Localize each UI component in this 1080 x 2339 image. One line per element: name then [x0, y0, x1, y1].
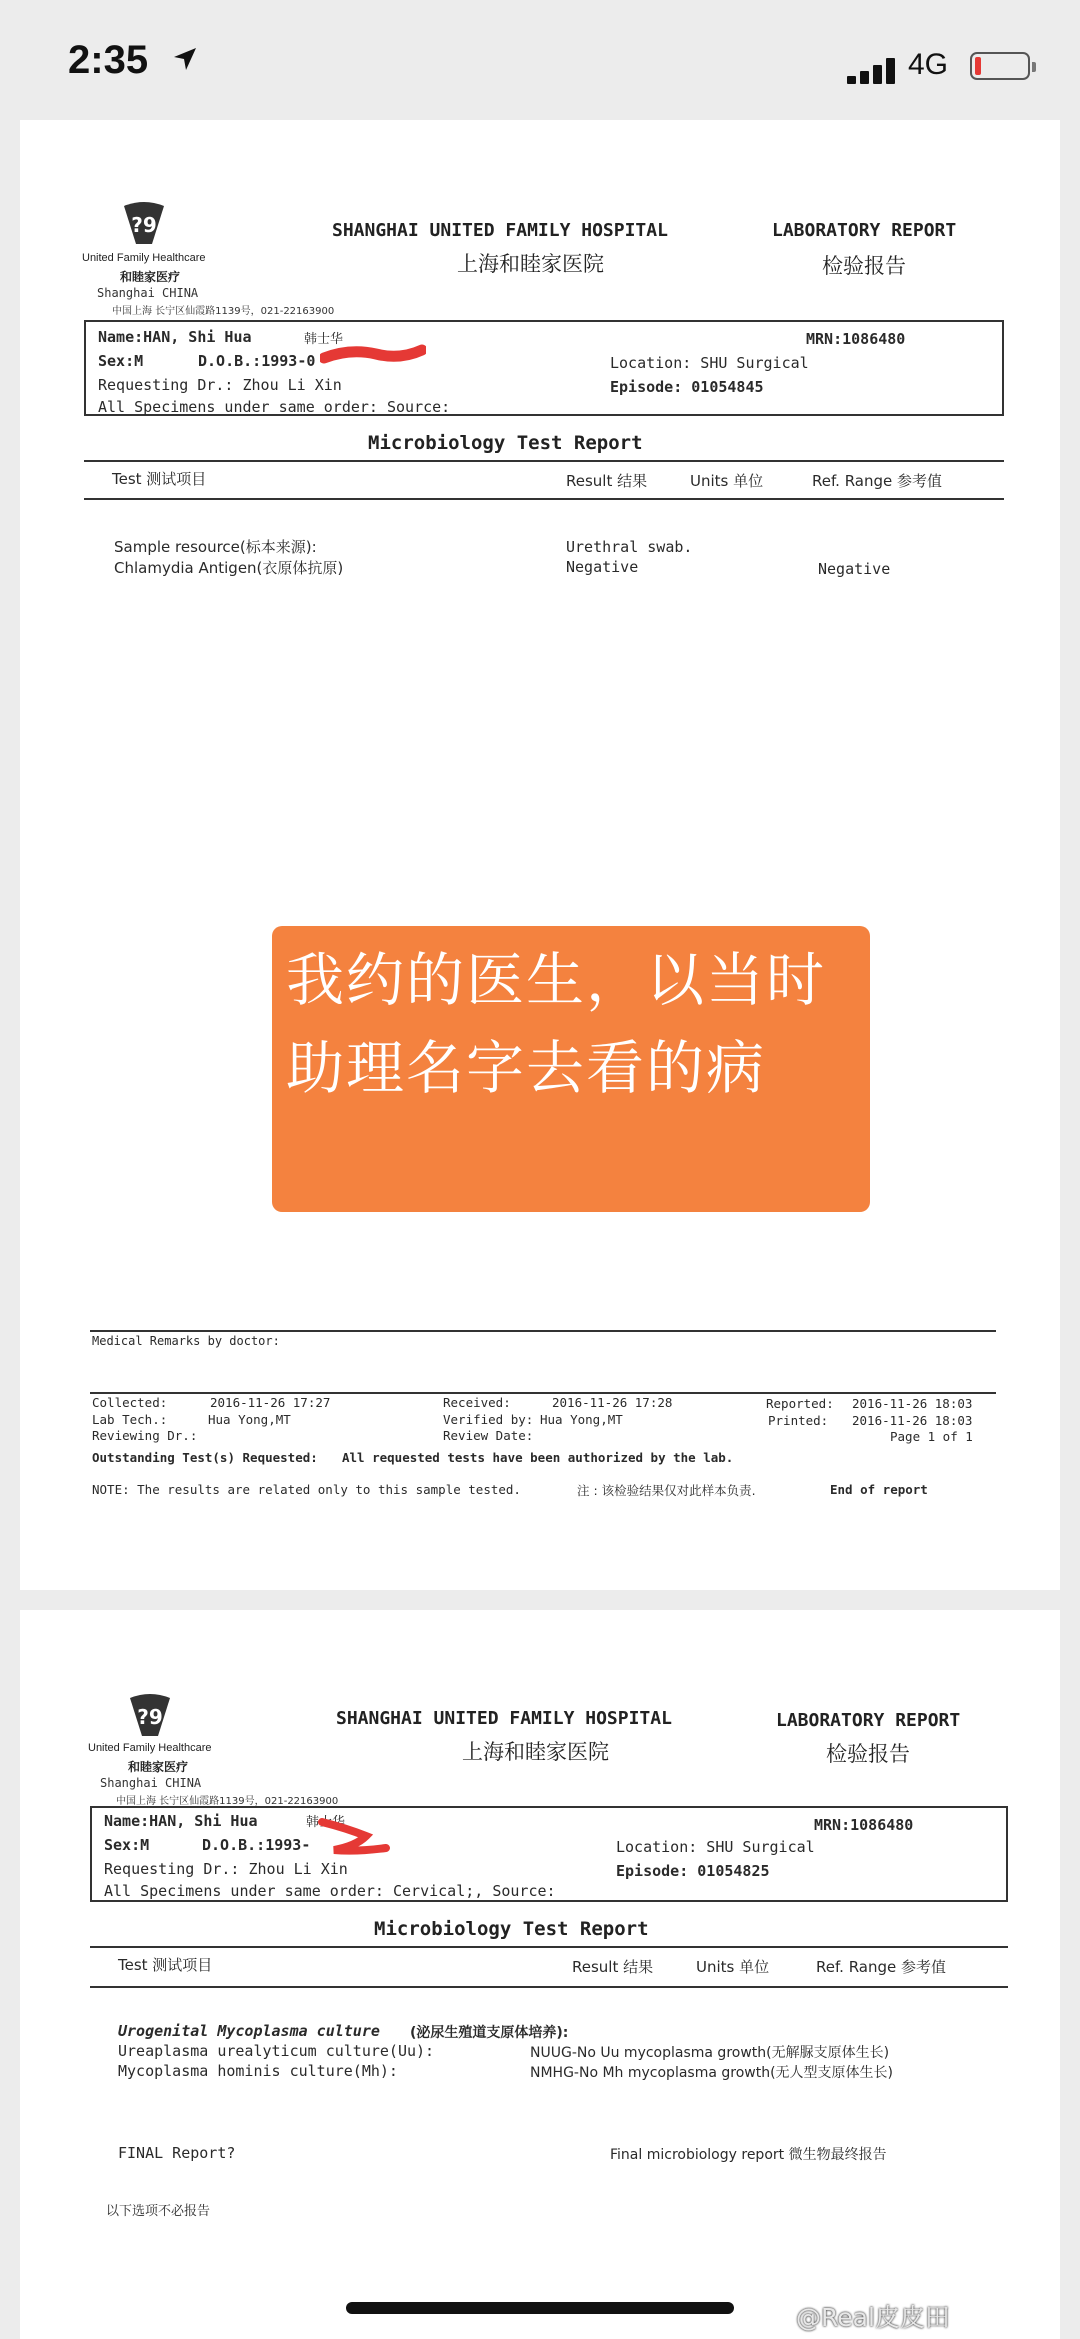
test-result: Negative	[566, 558, 639, 576]
received-value: 2016-11-26 17:28	[552, 1395, 673, 1410]
logo-city: Shanghai CHINA	[97, 286, 199, 300]
location: Location: SHU Surgical	[610, 354, 809, 372]
column-result: Result 结果	[566, 472, 648, 490]
overlay-caption	[272, 926, 870, 1212]
report-title-cn: 检验报告	[826, 1742, 910, 1766]
hospital-name-cn: 上海和睦家医院	[457, 252, 604, 276]
test-ref-range: Negative	[818, 560, 891, 578]
signal-icon	[847, 58, 897, 84]
outstanding-label: Outstanding Test(s) Requested:	[92, 1450, 318, 1465]
logo-name-en: United Family Healthcare	[82, 252, 206, 264]
divider	[90, 1330, 996, 1332]
printed-value: 2016-11-26 18:03	[852, 1413, 973, 1428]
outstanding-value: All requested tests have been authorized by the lab.	[342, 1450, 734, 1465]
report-title-cn: 检验报告	[822, 254, 906, 278]
test-label: Mycoplasma hominis culture(Mh):	[118, 2062, 398, 2080]
test-result: Urethral swab.	[566, 538, 693, 556]
logo-name-cn: 和睦家医疗	[128, 1760, 189, 1774]
logo-city: Shanghai CHINA	[100, 1776, 202, 1790]
received-label: Received:	[443, 1395, 511, 1410]
section-title: Microbiology Test Report	[368, 432, 643, 454]
column-test: Test 测试项目	[112, 470, 207, 488]
logo-address: 中国上海 长宁区仙霞路1139号，021-22163900	[116, 1796, 339, 1807]
printed-label: Printed:	[768, 1413, 829, 1428]
overlay-caption-text: 我约的医生，以当时助理名字去看的病	[286, 946, 827, 1102]
patient-sex: Sex:M	[98, 352, 144, 370]
note-cn: 注 : 该检验结果仅对此样本负责.	[577, 1483, 756, 1498]
patient-dob: D.O.B.:1993-	[202, 1836, 311, 1854]
hospital-name-en: SHANGHAI UNITED FAMILY HOSPITAL	[332, 220, 668, 241]
note: NOTE: The results are related only to this sample tested.	[92, 1482, 521, 1497]
network-type: 4G	[908, 48, 949, 81]
reported-label: Reported:	[766, 1396, 834, 1411]
episode: Episode: 01054845	[610, 378, 764, 396]
review-date-label: Review Date:	[443, 1428, 534, 1443]
logo-name-cn: 和睦家医疗	[120, 270, 181, 284]
hospital-name-en: SHANGHAI UNITED FAMILY HOSPITAL	[336, 1708, 672, 1729]
test-result: NUUG-No Uu mycoplasma growth(无解脲支原体生长)	[530, 2045, 890, 2061]
hospital-name-cn: 上海和睦家医院	[462, 1740, 609, 1764]
column-ref-range: Ref. Range 参考值	[816, 1958, 947, 1976]
not-required-note: 以下选项不必报告	[106, 2204, 211, 2219]
status-time: 2:35	[68, 38, 149, 82]
reported-value: 2016-11-26 18:03	[852, 1396, 973, 1411]
redaction-mark	[320, 340, 426, 370]
logo-mark-icon	[120, 200, 168, 248]
patient-name: Name:HAN, Shi Hua	[104, 1812, 258, 1830]
test-label: Chlamydia Antigen(衣原体抗原)	[114, 559, 344, 577]
requesting-doctor: Requesting Dr.: Zhou Li Xin	[98, 376, 342, 394]
divider	[90, 1986, 1008, 1988]
mrn: MRN:1086480	[814, 1816, 914, 1834]
column-units: Units 单位	[696, 1958, 770, 1976]
status-bar	[0, 0, 1080, 120]
patient-info-box	[84, 320, 1004, 416]
home-indicator[interactable]	[346, 2302, 734, 2314]
patient-sex: Sex:M	[104, 1836, 150, 1854]
medical-remarks: Medical Remarks by doctor:	[92, 1334, 280, 1348]
mrn: MRN:1086480	[806, 330, 906, 348]
culture-heading-cn: (泌尿生殖道支原体培养):	[410, 2025, 569, 2041]
column-units: Units 单位	[690, 472, 764, 490]
report-title-en: LABORATORY REPORT	[776, 1710, 961, 1731]
final-report-label: FINAL Report?	[118, 2144, 236, 2162]
test-result: NMHG-No Mh mycoplasma growth(无人型支原体生长)	[530, 2065, 894, 2081]
requesting-doctor: Requesting Dr.: Zhou Li Xin	[104, 1860, 348, 1878]
column-test: Test 测试项目	[118, 1956, 213, 1974]
redaction-mark	[316, 1810, 396, 1860]
collected-label: Collected:	[92, 1395, 168, 1410]
report-page-2	[20, 1610, 1060, 2339]
section-title: Microbiology Test Report	[374, 1918, 649, 1940]
page-number: Page 1 of 1	[890, 1429, 973, 1444]
patient-dob: D.O.B.:1993-0	[198, 352, 316, 370]
reviewing-doctor-label: Reviewing Dr.:	[92, 1428, 198, 1443]
battery-icon	[970, 52, 1030, 80]
labtech-value: Hua Yong,MT	[208, 1412, 291, 1427]
logo-address: 中国上海 长宁区仙霞路1139号，021-22163900	[112, 306, 335, 317]
logo-mark-icon	[126, 1692, 174, 1740]
divider	[84, 460, 1004, 462]
specimens: All Specimens under same order: Source:	[98, 398, 451, 416]
verified-label: Verified by:	[443, 1412, 534, 1427]
test-label: Sample resource(标本来源):	[114, 538, 317, 556]
logo-name-en: United Family Healthcare	[88, 1742, 212, 1754]
svg-text:?9: ?9	[137, 1705, 163, 1729]
patient-info-box	[90, 1806, 1008, 1902]
verified-value: Hua Yong,MT	[540, 1412, 623, 1427]
collected-value: 2016-11-26 17:27	[210, 1395, 331, 1410]
watermark: @Real皮皮田	[796, 2303, 950, 2332]
divider	[90, 1946, 1008, 1948]
culture-heading: Urogenital Mycoplasma culture	[118, 2022, 380, 2040]
patient-name-cn: 韩士华	[304, 332, 344, 347]
divider	[84, 498, 1004, 500]
specimens: All Specimens under same order: Cervical;, Source:	[104, 1882, 556, 1900]
location: Location: SHU Surgical	[616, 1838, 815, 1856]
patient-name: Name:HAN, Shi Hua	[98, 328, 252, 346]
final-report-value: Final microbiology report 微生物最终报告	[610, 2147, 887, 2163]
end-of-report: End of report	[830, 1482, 928, 1497]
report-title-en: LABORATORY REPORT	[772, 220, 957, 241]
column-result: Result 结果	[572, 1958, 654, 1976]
labtech-label: Lab Tech.:	[92, 1412, 168, 1427]
episode: Episode: 01054825	[616, 1862, 770, 1880]
svg-text:?9: ?9	[131, 213, 157, 237]
divider	[90, 1392, 996, 1394]
patient-name-cn: 韩士华	[306, 1815, 346, 1830]
report-page-1	[20, 120, 1060, 1590]
test-label: Ureaplasma urealyticum culture(Uu):	[118, 2042, 435, 2060]
location-arrow-icon	[172, 46, 198, 72]
column-ref-range: Ref. Range 参考值	[812, 472, 943, 490]
